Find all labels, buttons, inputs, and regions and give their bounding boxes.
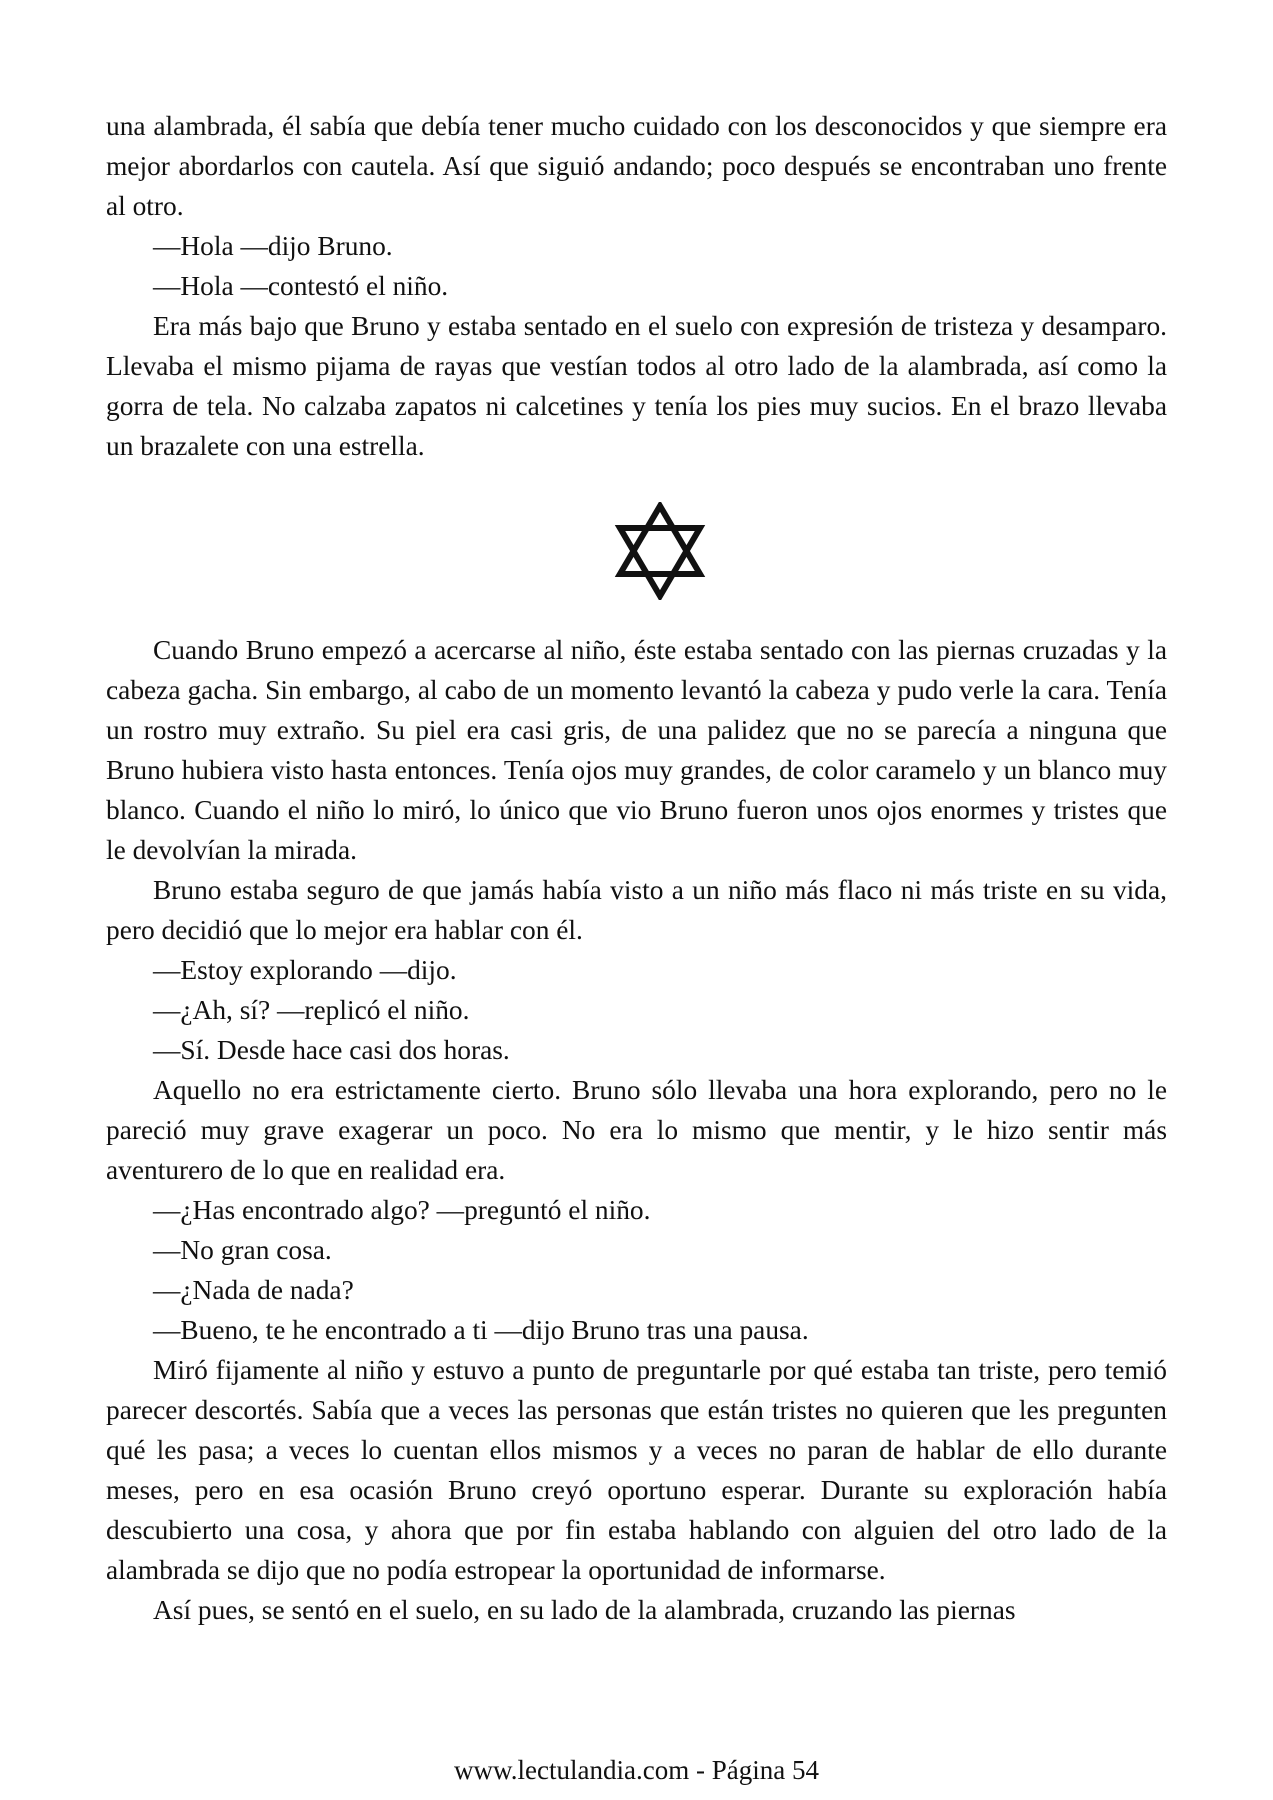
paragraph: Aquello no era estrictamente cierto. Bruno sólo llevaba una hora explorando, pero no le pareció muy grave exagerar un poco. No era lo mismo que mentir, y le hizo sentir más aventurero de lo que en realidad era. — [106, 1075, 1167, 1185]
paragraph: Miró fijamente al niño y estuvo a punto de preguntarle por qué estaba tan triste, pero temió parecer descortés. Sabía que a veces las personas que están tristes no quieren que les pregunten qué les pasa; a veces lo cuentan ellos mismos y a veces no paran de hablar de ello durante meses, pero en esa ocasión Bruno creyó oportuno esperar. Durante su exploración había descubierto una cosa, y ahora que por fin estaba hablando con alguien del otro lado de la alambrada se dijo que no podía estropear la oportunidad de informarse. — [106, 1355, 1167, 1585]
dialogue-line: —Hola —contestó el niño. — [153, 271, 449, 301]
paragraph: una alambrada, él sabía que debía tener mucho cuidado con los desconocidos y que siempre era mejor abordarlos con cautela. Así que siguió andando; poco después se encontraban uno frente al otro. — [106, 111, 1167, 221]
page-footer: www.lectulandia.com - Página 54 — [454, 1755, 819, 1785]
dialogue-line: —Estoy explorando —dijo. — [153, 955, 457, 985]
paragraph: Era más bajo que Bruno y estaba sentado en el suelo con expresión de tristeza y desamparo. Llevaba el mismo pijama de rayas que vestían todos al otro lado de la alambrada, así como la gorra de tela. No calzaba zapatos ni calcetines y tenía los pies muy sucios. En el brazo llevaba un brazalete con una estrella. — [106, 311, 1167, 461]
paragraph: Cuando Bruno empezó a acercarse al niño, éste estaba sentado con las piernas cruzadas y la cabeza gacha. Sin embargo, al cabo de un momento levantó la cabeza y pudo verle la cara. Tenía un rostro muy extraño. Su piel era casi gris, de una palidez que no se parecía a ninguna que Bruno hubiera visto hasta entonces. Tenía ojos muy grandes, de color caramelo y un blanco muy blanco. Cuando el niño lo miró, lo único que vio Bruno fueron unos ojos enormes y tristes que le devolvían la mirada. — [106, 635, 1167, 865]
dialogue-line: —Sí. Desde hace casi dos horas. — [153, 1035, 510, 1065]
dialogue-line: —¿Ah, sí? —replicó el niño. — [153, 995, 470, 1025]
dialogue-line: —¿Has encontrado algo? —preguntó el niño. — [153, 1195, 651, 1225]
text-block-bottom — [106, 630, 1167, 1630]
paragraph: Bruno estaba seguro de que jamás había visto a un niño más flaco ni más triste en su vida, pero decidió que lo mejor era hablar con él. — [106, 875, 1167, 945]
dialogue-line: —No gran cosa. — [153, 1235, 332, 1265]
dialogue-line: —¿Nada de nada? — [153, 1275, 354, 1305]
dialogue-line: —Bueno, te he encontrado a ti —dijo Bruno tras una pausa. — [153, 1315, 809, 1345]
paragraph: Así pues, se sentó en el suelo, en su lado de la alambrada, cruzando las piernas — [153, 1595, 1016, 1625]
text-block-top — [106, 106, 1167, 466]
dialogue-line: —Hola —dijo Bruno. — [153, 231, 393, 261]
star-of-david-icon — [610, 502, 710, 600]
